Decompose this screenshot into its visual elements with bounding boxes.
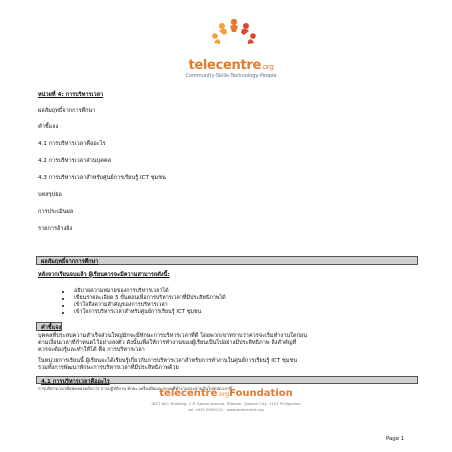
people-circle-logo-icon [206, 18, 262, 56]
toc-item[interactable]: คำชี้แจง [38, 124, 59, 130]
section-heading: คำชี้แจง [41, 325, 62, 331]
section-heading: ผลสัมฤทธิ์จากการศึกษา [41, 259, 99, 265]
footer-brand: telecentre.orgFoundation [159, 388, 293, 399]
toc-item[interactable]: การประเมินผล [38, 209, 74, 215]
paragraph-line: ควรจะต้องรู้และทำให้ได้ คือ การบริหารเวลา [38, 347, 145, 353]
footer-contact: tel +632 9200101 · www.telecentre.org [188, 407, 264, 412]
section-header-what-is [36, 376, 418, 384]
paragraph-line: ในหน่วยการเรียนนี้ ผู้เรียนจะได้เรียนรู้เกี่ยวกับการบริหารเวลาสำหรับการทำงานในศูนย์การเรียนรู้ ICT ชุมชน [38, 358, 298, 364]
paragraph-line: การบริหารเวลาคือชุดของหลักการ การปฏิบัติงาน ทักษะ เครื่องมือและระบบที่ทำงานประสานกันไปช่วยเวลาที่ [38, 386, 232, 391]
bullet-icon [62, 305, 64, 307]
logo-wordmark: telecentre.org [188, 58, 274, 73]
toc-item[interactable]: ผลสัมฤทธิ์จากการศึกษา [38, 108, 96, 114]
paragraph-line: รวมทั้งการพัฒนาทักษะการบริหารเวลาที่มีประสิทธิภาพด้วย [38, 365, 179, 371]
toc-item[interactable]: บทสรุปย่อ [38, 192, 62, 198]
section-heading: 4.1 การบริหารเวลาคืออะไร [41, 379, 110, 385]
bullet-icon [62, 291, 64, 293]
section-header-instructions [36, 322, 62, 331]
lesson-title: หน่วยที่ 4: การบริหารเวลา [38, 92, 104, 98]
bullet-icon [62, 298, 64, 300]
paragraph-line: ตามเงื่อนเวลาที่กำหนดไว้อย่างลงตัว ดังนั้นเพื่อให้การทำงานของผู้เรียนเป็นไปอย่างมีประสิทธิภาพ สิ่งสำคัญที่ [38, 340, 297, 346]
outcomes-intro: หลังจากเรียนจบแล้ว ผู้เรียนควรจะมีความสามารถดังนี้: [38, 272, 170, 278]
document-page: telecentre.org Community·Skills·Technology·People หน่วยที่ 4: การบริหารเวลา ผลสัมฤทธิ์จากการศึกษา คำชี้แจง 4.1 การบริหารเวลาคืออะไร 4.2 การบริหารเวลาส่วนบุคคล 4.3 การบริหารเวลาสำหรับศูนย์การเรียนรู้ ICT ชุมชน บทสรุปย่อ การประเมินผล รายการอ้างอิง ผลสัมฤทธิ์จากการศึกษา หลังจากเรียนจบแล้ว ผู้เรียนควรจะมีความสามารถดังนี้: อธิบายความหมายของการบริหารเวลาได้ เขียนรายละเอียด 5 ขั้นตอนเพื่อการบริหารเวลาที่มีประสิทธิภาพได้ เข้าใจถึงความสำคัญของการบริหารเวลา เข้าใจการบริหารเวลาสำหรับศูนย์การเรียนรู้ ICT ชุมชน คำชี้แจง บุคคลที่ประสบความสำเร็จส่วนใหญ่มักจะมีทักษะการบริหารเวลาที่ดี โดยพวกเขาทราบว่าควรจะเริ่มทำงานใดก่อน ตามเงื่อนเวลาที่กำหนดไว้อย่างลงตัว ดังนั้นเพื่อให้การทำงานของผู้เรียนเป็นไปอย่างมีประสิทธิภาพ สิ่งสำคัญที่ ควรจะต้องรู้และทำให้ได้ คือ การบริหารเวลา ในหน่วยการเรียนนี้ ผู้เรียนจะได้เรียนรู้เกี่ยวกับการบริหารเวลาสำหรับการทำงานในศูนย์การเรียนรู้ ICT ชุมชน รวมทั้งการพัฒนาทักษะการบริหารเวลาที่มีประสิทธิภาพด้วย 4.1 การบริหารเวลาคืออะไร การบริหารเวลาคือชุดของหลักการ การปฏิบัติงาน ทักษะ เครื่องมือและระบบที่ทำงานประสานกันไปช่วยเวลาที่ telecentre.orgFoundation IDCT-NCC Building, C.P. Garcia Avenue, Diliman, Quezon City, 1101 Philippines tel +632 9200101 · www.telecentre.org Page 1 [0, 0, 452, 452]
paragraph-line: บุคคลที่ประสบความสำเร็จส่วนใหญ่มักจะมีทักษะการบริหารเวลาที่ดี โดยพวกเขาทราบว่าควรจะเริ่มทำงานใดก่อน [38, 333, 308, 339]
telecentre-logo [176, 18, 286, 80]
logo-tagline: Community·Skills·Technology·People [185, 73, 277, 79]
section-header-outcomes [36, 256, 418, 265]
toc-item[interactable]: 4.3 การบริหารเวลาสำหรับศูนย์การเรียนรู้ ICT ชุมชน [38, 175, 166, 181]
toc-item[interactable]: รายการอ้างอิง [38, 226, 73, 232]
page-number: Page 1 [386, 436, 405, 442]
toc-item[interactable]: 4.1 การบริหารเวลาคืออะไร [38, 141, 106, 147]
toc-item[interactable]: 4.2 การบริหารเวลาส่วนบุคคล [38, 158, 112, 164]
footer-address: IDCT-NCC Building, C.P. Garcia Avenue, Diliman, Quezon City, 1101 Philippines [151, 401, 301, 406]
bullet-icon [62, 312, 64, 314]
